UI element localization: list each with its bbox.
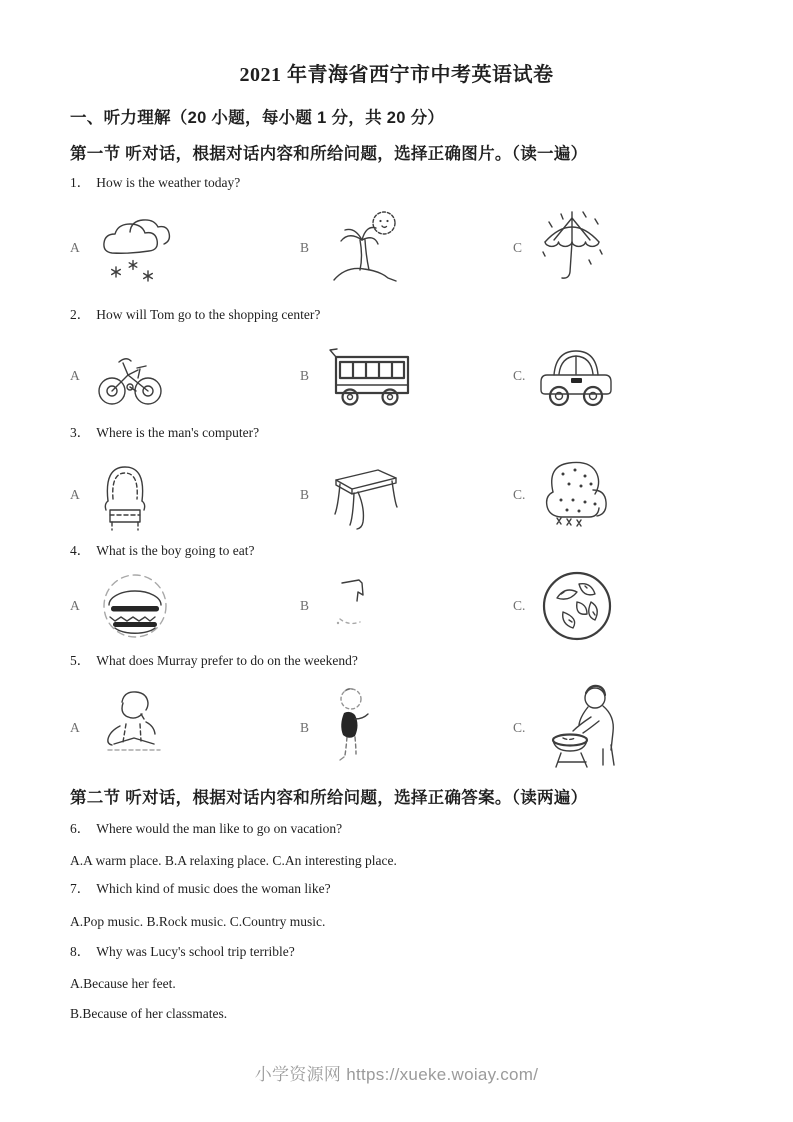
hamburger-icon bbox=[96, 571, 174, 641]
question-5-number: 5． bbox=[70, 653, 91, 668]
question-6-number: 6． bbox=[70, 821, 91, 836]
q1-option-c-label: C bbox=[513, 240, 523, 255]
question-4-image-row bbox=[70, 568, 723, 640]
palm-tree-sun-icon bbox=[326, 206, 404, 290]
question-6-text: Where would the man like to go on vacation? bbox=[96, 821, 343, 836]
part1-heading: 第一节 听对话，根据对话内容和所给问题，选择正确图片。（读一遍） bbox=[70, 145, 588, 163]
question-4-number: 4． bbox=[70, 543, 91, 558]
q4-option-a bbox=[70, 571, 300, 641]
q4-option-c bbox=[513, 568, 723, 644]
question-4 bbox=[70, 542, 723, 560]
watermark-footer: 小学资源网 https://xueke.woiay.com/ bbox=[254, 1065, 539, 1084]
question-1 bbox=[70, 174, 723, 192]
question-2-text: How will Tom go to the shopping center? bbox=[96, 307, 321, 322]
question-2-image-row bbox=[70, 340, 723, 412]
question-8-number: 8． bbox=[70, 944, 91, 959]
bus-icon bbox=[326, 345, 418, 407]
question-2-number: 2． bbox=[70, 307, 91, 322]
armchair-sofa-icon bbox=[539, 454, 613, 536]
question-7-text: Which kind of music does the woman like? bbox=[96, 881, 331, 896]
question-1-number: 1． bbox=[70, 175, 91, 190]
question-8-option-a: A.Because her feet. bbox=[70, 976, 176, 991]
q2-option-a bbox=[70, 343, 300, 409]
q4-option-b bbox=[300, 573, 513, 639]
page-title: 2021 年青海省西宁市中考英语试卷 bbox=[239, 64, 554, 86]
q3-option-a bbox=[70, 455, 300, 535]
q2-option-c-label: C. bbox=[513, 368, 526, 383]
question-1-text: How is the weather today? bbox=[96, 175, 241, 190]
q3-option-b bbox=[300, 454, 513, 536]
umbrella-rain-icon bbox=[539, 206, 605, 290]
q2-option-b bbox=[300, 345, 513, 407]
question-1-image-row bbox=[70, 206, 723, 290]
question-3-image-row bbox=[70, 454, 723, 536]
question-3 bbox=[70, 424, 723, 442]
q4-option-c-label: C. bbox=[513, 598, 526, 613]
question-6 bbox=[70, 820, 723, 838]
question-7-number: 7． bbox=[70, 881, 91, 896]
q5-option-b-label: B bbox=[300, 720, 310, 735]
q2-option-b-label: B bbox=[300, 368, 310, 383]
q1-option-a bbox=[70, 206, 300, 290]
person-standing-icon bbox=[326, 685, 380, 771]
question-5-text: What does Murray prefer to do on the weekend? bbox=[96, 653, 358, 668]
plate-of-dumplings-icon bbox=[539, 568, 615, 644]
q3-option-c bbox=[513, 454, 723, 536]
q3-option-a-label: A bbox=[70, 487, 80, 502]
question-6-options: A.A warm place. B.A relaxing place. C.An interesting place. bbox=[70, 853, 397, 868]
question-8 bbox=[70, 943, 723, 961]
question-8-text: Why was Lucy's school trip terrible? bbox=[96, 944, 295, 959]
bicycle-icon bbox=[96, 343, 164, 409]
q5-option-c bbox=[513, 683, 723, 773]
q3-option-c-label: C. bbox=[513, 487, 526, 502]
faint-food-sketch-icon bbox=[326, 573, 382, 639]
q2-option-c bbox=[513, 341, 723, 411]
q5-option-b bbox=[300, 685, 513, 771]
question-3-text: Where is the man's computer? bbox=[96, 425, 260, 440]
chair-icon bbox=[96, 455, 154, 535]
part2-heading: 第二节 听对话，根据对话内容和所给问题，选择正确答案。（读两遍） bbox=[70, 789, 588, 807]
q4-option-a-label: A bbox=[70, 598, 80, 613]
table-icon bbox=[326, 454, 402, 536]
q5-option-a bbox=[70, 686, 300, 770]
question-5 bbox=[70, 652, 723, 670]
snowy-clouds-icon bbox=[96, 206, 184, 290]
q5-option-a-label: A bbox=[70, 720, 80, 735]
question-5-image-row bbox=[70, 682, 723, 774]
q1-option-b bbox=[300, 206, 513, 290]
question-4-text: What is the boy going to eat? bbox=[96, 543, 255, 558]
q1-option-b-label: B bbox=[300, 240, 310, 255]
q1-option-a-label: A bbox=[70, 240, 80, 255]
person-washing-clothes-icon bbox=[539, 683, 623, 773]
q3-option-b-label: B bbox=[300, 487, 310, 502]
section1-heading: 一、听力理解（20 小题，每小题 1 分，共 20 分） bbox=[70, 109, 445, 127]
question-2 bbox=[70, 306, 723, 324]
q5-option-c-label: C. bbox=[513, 720, 526, 735]
boy-reading-at-desk-icon bbox=[96, 686, 174, 770]
q1-option-c bbox=[513, 206, 723, 290]
taxi-icon bbox=[539, 341, 613, 411]
q4-option-b-label: B bbox=[300, 598, 310, 613]
q2-option-a-label: A bbox=[70, 368, 80, 383]
question-3-number: 3． bbox=[70, 425, 91, 440]
question-7-options: A.Pop music. B.Rock music. C.Country music. bbox=[70, 914, 326, 929]
question-7 bbox=[70, 880, 723, 898]
question-8-option-b: B.Because of her classmates. bbox=[70, 1006, 228, 1021]
